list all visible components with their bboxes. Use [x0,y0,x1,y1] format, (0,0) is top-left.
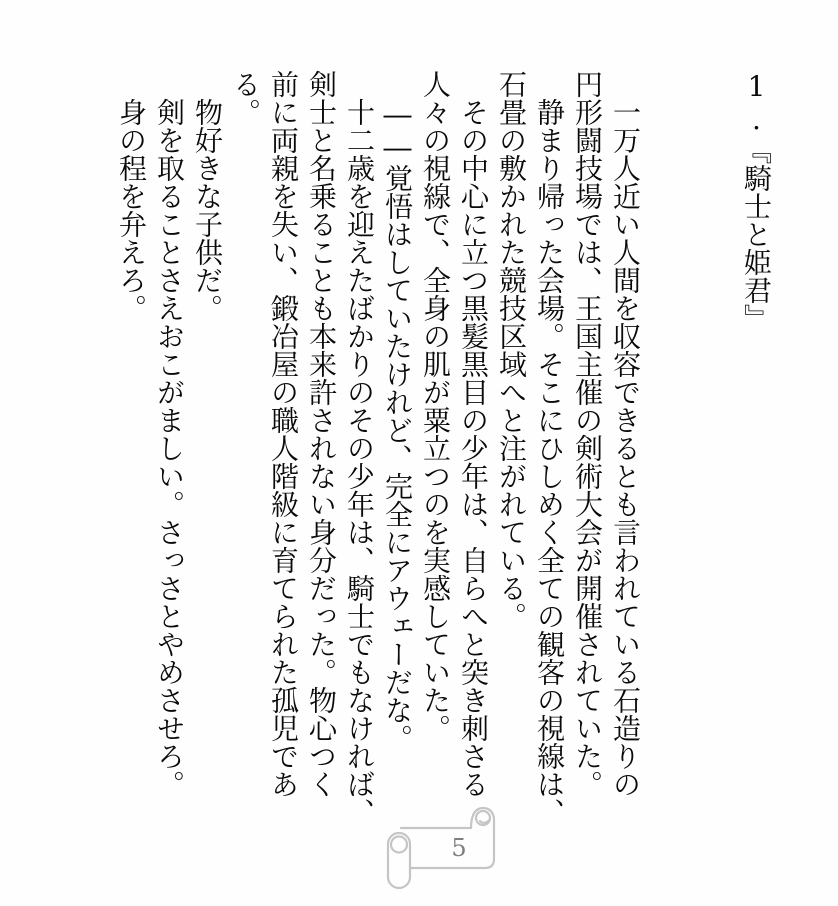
text-line: る。 [229,70,262,126]
text-line: 物好きな子供だ。 [191,70,224,322]
text-line: 身の程を弁えろ。 [115,70,148,322]
text-line: 剣士と名乗ることも本来許されない身分だった。物心つく [305,70,338,798]
text-line: 人々の視線で、全身の肌が粟立つのを実感していた。 [419,70,452,742]
text-line: 静まり帰った会場。そこにひしめく全ての観客の視線は、 [533,70,566,826]
text-line: 剣を取ることさえおこがましい。さっさとやめさせろ。 [153,70,186,798]
text-line: 十二歳を迎えたばかりのその少年は、騎士でもなければ、 [343,70,376,826]
body-text [112,70,644,826]
text-line: 前に両親を失い、鍛冶屋の職人階級に育てられた孤児であ [267,70,300,798]
text-line: その中心に立つ黒髪黒目の少年は、自らへと突き刺さる [457,70,490,798]
page-number: 5 [451,834,467,862]
text-line: 円形闘技場では、王国主催の剣術大会が開催されていた。 [571,70,604,798]
text-line: 石畳の敷かれた競技区域へと注がれている。 [495,70,528,630]
text-line: ――覚悟はしていたけれど、完全にアウェーだな。 [381,70,414,752]
text-line: 一万人近い人間を収容できるとも言われている石造りの [609,70,642,798]
chapter-title: 1.『騎士と姫君』 [740,70,773,332]
